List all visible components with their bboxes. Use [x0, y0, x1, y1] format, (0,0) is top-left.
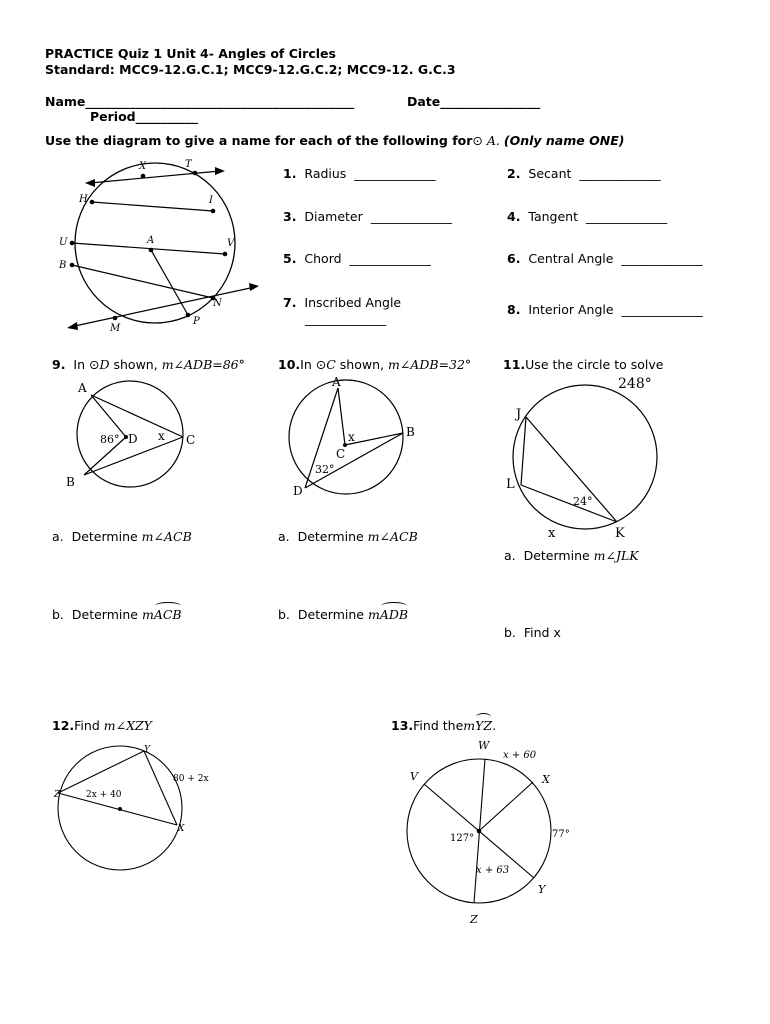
instructions-note: (Only name ONE) [503, 133, 625, 148]
standard-line: Standard: MCC9-12.G.C.1; MCC9-12.G.C.2; MCC9-12. G.C.3 [45, 62, 456, 77]
question-11a: a. Determine m∠JLK [504, 548, 639, 563]
circle-symbol: ⊙ [472, 133, 483, 148]
answer-blank[interactable]: _____________ [349, 251, 431, 266]
label-a: A [78, 381, 87, 395]
question-9: 9. In ⊙D shown, m∠ADB=86° [52, 357, 245, 372]
question-13-diagram [400, 736, 580, 931]
question-number: 7. [283, 295, 297, 310]
label-x: X [542, 773, 550, 786]
question-text: Chord [304, 251, 342, 266]
question-3 [283, 209, 452, 224]
label-arc: 80 + 2x [173, 774, 209, 784]
label-h: H [79, 194, 88, 205]
question-10a: a. Determine m∠ACB [278, 529, 418, 544]
label-angle: 86° [100, 433, 120, 446]
label-a: A [147, 235, 155, 246]
question-12: 12.Find m∠XZY [52, 718, 152, 733]
question-7 [283, 295, 401, 310]
question-number: 5. [283, 251, 297, 266]
label-b: B [59, 260, 67, 271]
question-number: 4. [507, 209, 521, 224]
question-9b: b. Determine mACB [52, 607, 182, 622]
label-c: C [186, 433, 196, 447]
question-9a: a. Determine m∠ACB [52, 529, 192, 544]
circle-a-diagram [55, 155, 280, 335]
label-angle: 32° [315, 463, 335, 476]
question-2 [507, 166, 661, 181]
question-11-diagram [500, 372, 670, 547]
label-inner: 2x + 40 [86, 790, 122, 800]
label-l: L [506, 477, 515, 492]
label-angle: 24° [573, 495, 593, 508]
label-x: x [158, 429, 165, 443]
label-d: D [128, 432, 138, 446]
label-y: Y [538, 883, 546, 896]
answer-blank[interactable]: _____________ [621, 302, 703, 317]
circle-letter: A. [486, 133, 500, 148]
name-line[interactable]: Name___________________________________________ [45, 94, 355, 109]
question-text: Radius [304, 166, 347, 181]
answer-blank[interactable]: _____________ [370, 209, 452, 224]
instructions-main: Use the diagram to give a name for each of the following for [45, 133, 473, 148]
question-text: Secant [528, 166, 572, 181]
arc-notation: ADB [379, 607, 409, 622]
label-c: C [336, 447, 346, 461]
question-number: 6. [507, 251, 521, 266]
label-p: P [193, 316, 200, 327]
label-n: N [213, 298, 222, 309]
question-11b: b. Find x [504, 625, 561, 640]
answer-blank[interactable]: _____________ [585, 209, 668, 224]
secant-line [70, 287, 255, 327]
label-z: Z [54, 790, 61, 800]
question-8 [507, 302, 703, 317]
question-11: 11.Use the circle to solve [503, 357, 664, 372]
answer-blank[interactable]: _____________ [354, 166, 436, 181]
label-b: B [66, 475, 75, 489]
answer-blank[interactable]: _____________ [579, 166, 661, 181]
label-xy-arc: 77° [552, 829, 570, 840]
label-x: x [548, 526, 556, 541]
label-m: M [110, 323, 121, 334]
label-w: W [478, 739, 490, 752]
label-i: I [209, 195, 213, 206]
label-j: J [516, 407, 522, 422]
label-v: V [227, 238, 235, 249]
label-d: D [293, 484, 303, 498]
label-y: Y [144, 745, 150, 755]
question-12-diagram [52, 740, 222, 875]
label-k: K [615, 526, 625, 541]
label-inner: x + 63 [476, 865, 510, 876]
label-a: A [332, 375, 341, 389]
question-4 [507, 209, 667, 224]
question-text: Tangent [528, 209, 579, 224]
label-wx-arc: x + 60 [503, 750, 537, 761]
label-angle: 127° [450, 833, 475, 844]
question-number: 3. [283, 209, 297, 224]
question-13: 13.Find themYZ. [391, 718, 497, 733]
quiz-title: PRACTICE Quiz 1 Unit 4- Angles of Circles [45, 46, 336, 61]
arc-notation: YZ [475, 718, 493, 733]
question-text: Central Angle [528, 251, 614, 266]
answer-blank-7[interactable]: _____________ [305, 311, 387, 326]
question-10-diagram [285, 376, 425, 501]
label-b: B [406, 425, 415, 439]
question-10: 10.In ⊙C shown, m∠ADB=32° [278, 357, 472, 372]
chord-hi [92, 202, 213, 211]
question-number: 2. [507, 166, 521, 181]
label-x: x [348, 430, 355, 444]
question-number: 1. [283, 166, 297, 181]
question-number: 8. [507, 302, 521, 317]
label-v: V [410, 770, 418, 783]
label-arc: 248° [618, 376, 652, 392]
label-u: U [59, 237, 68, 248]
question-6 [507, 251, 703, 266]
label-t: T [185, 159, 192, 170]
question-10b: b. Determine mADB [278, 607, 409, 622]
question-text: Inscribed Angle [304, 295, 402, 310]
question-text: Interior Angle [528, 302, 614, 317]
question-9-diagram [62, 378, 202, 493]
instructions [45, 133, 624, 148]
arc-notation: ACB [153, 607, 182, 622]
question-text: Diameter [304, 209, 363, 224]
question-1 [283, 166, 436, 181]
label-z: Z [470, 913, 478, 926]
label-x: X [139, 161, 147, 172]
question-5 [283, 251, 431, 266]
label-x: X [178, 824, 185, 834]
date-line[interactable]: Date________________ [407, 94, 541, 109]
period-line[interactable]: Period__________ [90, 109, 199, 124]
answer-blank[interactable]: _____________ [621, 251, 703, 266]
